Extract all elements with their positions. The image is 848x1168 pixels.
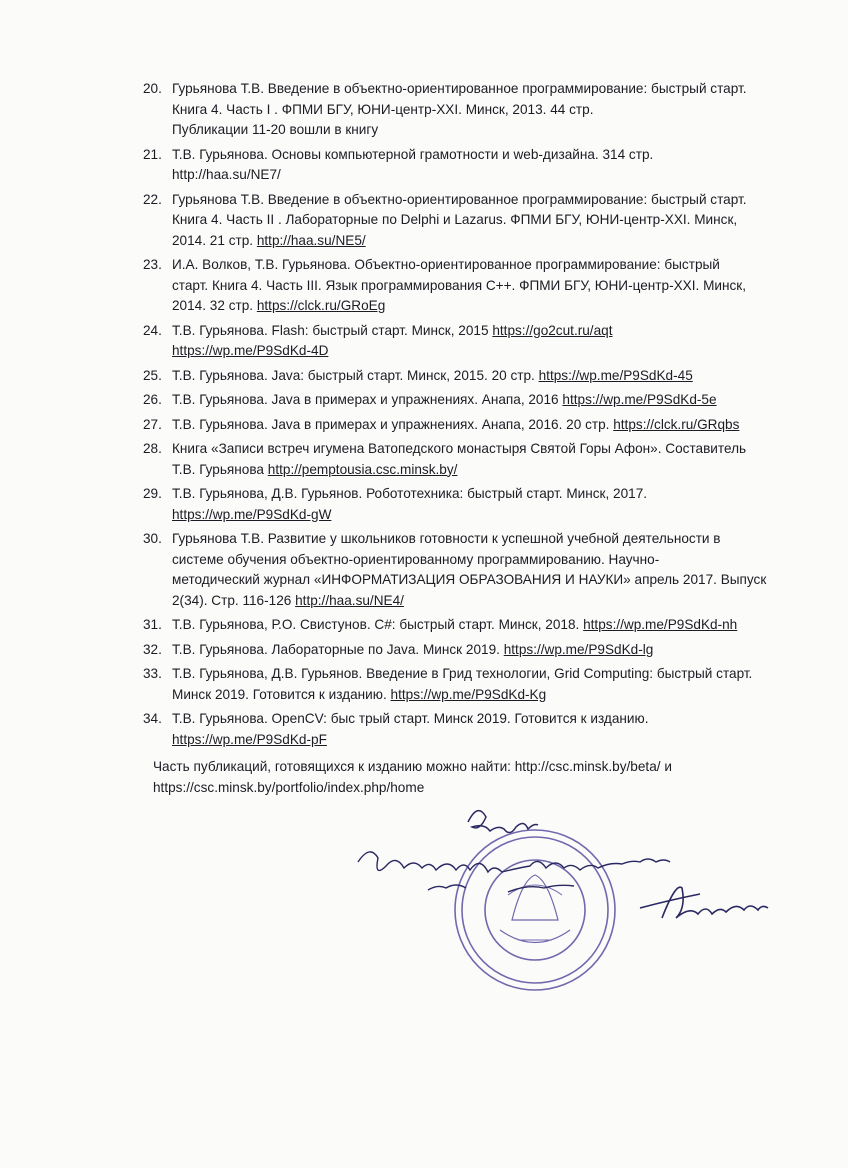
entry-line-text: И.А. Волков, Т.В. Гурьянова. Объектно-ориентированное программирование: быстрый [172,257,720,272]
entry-line [172,255,783,276]
entry-line-text: Т.В. Гурьянова [172,461,268,477]
entry-number: 24. [143,322,162,338]
footer-line-2: https://csc.minsk.by/portfolio/index.php/home [153,779,425,795]
entry-text [172,145,783,186]
entry-line-text: Т.В. Гурьянова. OpenCV: быс трый старт. Минск 2019. Готовится к изданию. [172,711,649,726]
entry-url-link[interactable]: https://go2cut.ru/aqt [492,322,613,338]
entry-line-text: Гурьянова Т.В. Введение в объектно-ориентированное программирование: быстрый старт. [172,191,747,207]
entry-line-text: Т.В. Гурьянова, Д.В. Гурьянов. Введение в Грид технологии, Grid Computing: быстрый старт. [172,666,753,681]
entry-line [172,570,783,591]
entry-text [172,415,783,436]
entry-line [172,190,783,211]
entry-url-link[interactable]: https://wp.me/P9SdKd-4D [172,343,329,358]
entry-text [172,664,783,705]
entry-line [172,460,783,481]
entry-line [172,415,783,436]
entry-line-text: 2014. 21 стр. [172,232,257,248]
entry-line [172,390,783,411]
entry-number: 20. [143,81,162,96]
entry-line [172,145,783,166]
publication-list [143,79,783,754]
publication-entry [143,640,783,661]
entry-line-text: Т.В. Гурьянова, Р.О. Свистунов. C#: быстрый старт. Минск, 2018. [172,617,584,632]
entry-line [172,79,783,100]
entry-number: 28. [143,441,162,456]
entry-line-text: Т.В. Гурьянова. Основы компьютерной грамотности и web-дизайна. 314 стр. [172,146,654,162]
entry-number: 25. [143,367,162,383]
entry-text [172,640,783,661]
entry-line [172,341,783,362]
entry-number: 30. [143,531,162,546]
entry-url-link[interactable]: https://wp.me/P9SdKd-nh [583,617,738,632]
publication-entry [143,255,783,317]
entry-line-text: Публикации 11-20 вошли в книгу [172,122,379,137]
entry-line [172,439,783,460]
entry-line [172,640,783,661]
entry-line-text: Т.В. Гурьянова. Flash: быстрый старт. Минск, 2015 [172,322,493,338]
publication-entry [143,439,783,480]
publication-entry [143,615,783,636]
entry-line [172,615,783,636]
publication-entry [143,145,783,186]
handwritten-director-line [358,852,670,892]
entry-line-text: 2014. 32 стр. [172,298,257,313]
entry-url-link[interactable]: https://wp.me/P9SdKd-pF [172,731,327,747]
entry-line [172,709,783,730]
entry-number: 29. [143,486,162,501]
entry-line [172,505,783,526]
publication-entry [143,321,783,362]
entry-number: 21. [143,146,162,162]
entry-line [172,120,783,141]
entry-line-text: Книга 4. Часть II . Лабораторные по Delphi и Lazarus. ФПМИ БГУ, ЮНИ-центр-XXI. Минск, [172,212,738,227]
publication-entry [143,366,783,387]
entry-text [172,190,783,252]
entry-line-text: Т.В. Гурьянова. Лабораторные по Java. Минск 2019. [172,641,504,657]
entry-line [172,550,783,571]
entry-line-text: Т.В. Гурьянова. Java в примерах и упражнениях. Анапа, 2016. 20 стр. [172,416,614,432]
entry-line-text: Т.В. Гурьянова, Д.В. Гурьянов. Робототехника: быстрый старт. Минск, 2017. [172,486,648,501]
entry-text [172,366,783,387]
entry-line [172,276,783,297]
entry-number: 32. [143,641,162,657]
entry-text [172,321,783,362]
entry-line [172,664,783,685]
entry-line-text: Книга «Записи встреч игумена Ватопедского монастыря Святой Горы Афон». Составитель [172,441,747,456]
entry-text [172,79,783,141]
entry-line-text: системе обучения объектно-ориентированному программированию. Научно- [172,551,660,567]
publication-entry [143,529,783,611]
publication-entry [143,79,783,141]
entry-line [172,730,783,751]
entry-url-link[interactable]: http://pemptousia.csc.minsk.by/ [267,461,458,477]
entry-line-text: http://haa.su/NE7/ [172,167,281,182]
entry-line-text: методический журнал «ИНФОРМАТИЗАЦИЯ ОБРАЗОВАНИЯ И НАУКИ» апрель 2017. Выпуск [172,572,767,587]
handwritten-verno [468,811,538,833]
entry-line-text: Т.В. Гурьянова. Java: быстрый старт. Минск, 2015. 20 стр. [172,367,539,383]
entry-url-link[interactable]: http://haa.su/NE4/ [295,592,404,608]
entry-line-text: 2(34). Стр. 116-126 [172,592,296,608]
publication-entry [143,415,783,436]
entry-line-text: Минск 2019. Готовится к изданию. [172,686,391,702]
entry-text [172,390,783,411]
entry-line [172,484,783,505]
publication-entry [143,484,783,525]
entry-line-text: Гурьянова Т.В. Введение в объектно-ориентированное программирование: быстрый старт. [172,81,747,96]
footer-note [153,757,672,798]
footer-line-1: Часть публикаций, готовящихся к изданию можно найти: http://csc.minsk.by/beta/ и [153,759,672,774]
entry-number: 34. [143,711,162,726]
entry-line-text: старт. Книга 4. Часть III. Язык программирования С++. ФПМИ БГУ, ЮНИ-центр-XXI. Минск, [172,277,747,293]
entry-url-link[interactable]: https://wp.me/P9SdKd-Kg [390,686,547,702]
entry-url-link[interactable]: https://wp.me/P9SdKd-gW [172,506,332,522]
entry-text [172,439,783,480]
entry-url-link[interactable]: https://wp.me/P9SdKd-5e [562,392,717,407]
entry-number: 27. [143,416,162,432]
entry-url-link[interactable]: https://clck.ru/GRoEg [256,298,386,313]
entry-text [172,529,783,611]
entry-url-link[interactable]: https://wp.me/P9SdKd-45 [538,367,693,383]
entry-url-link[interactable]: https://clck.ru/GRqbs [613,416,740,432]
publication-entry [143,390,783,411]
publication-entry [143,664,783,705]
entry-number: 31. [143,617,162,632]
entry-line [172,210,783,231]
entry-line [172,529,783,550]
entry-line [172,100,783,121]
entry-line-text: Книга 4. Часть I . ФПМИ БГУ, ЮНИ-центр-XXI. Минск, 2013. 44 стр. [172,101,594,117]
entry-number: 23. [143,257,162,272]
entry-line [172,591,783,612]
entry-number: 26. [143,392,162,407]
entry-number: 33. [143,666,162,681]
entry-line-text: Т.В. Гурьянова. Java в примерах и упражнениях. Анапа, 2016 [172,392,563,407]
entry-line [172,231,783,252]
entry-url-link[interactable]: https://wp.me/P9SdKd-lg [503,641,654,657]
entry-line [172,296,783,317]
entry-text [172,615,783,636]
entry-line [172,321,783,342]
entry-line [172,165,783,186]
publication-entry [143,709,783,750]
official-stamp-seal [455,830,615,990]
entry-line [172,685,783,706]
entry-line [172,366,783,387]
publication-entry [143,190,783,252]
entry-line-text: Гурьянова Т.В. Развитие у школьников готовности к успешной учебной деятельности в [172,531,721,546]
entry-url-link[interactable]: http://haa.su/NE5/ [256,232,366,248]
signature-and-stamp [340,800,820,1000]
entry-text [172,709,783,750]
entry-text [172,255,783,317]
handwritten-signature [640,887,768,918]
entry-text [172,484,783,525]
entry-number: 22. [143,191,162,207]
